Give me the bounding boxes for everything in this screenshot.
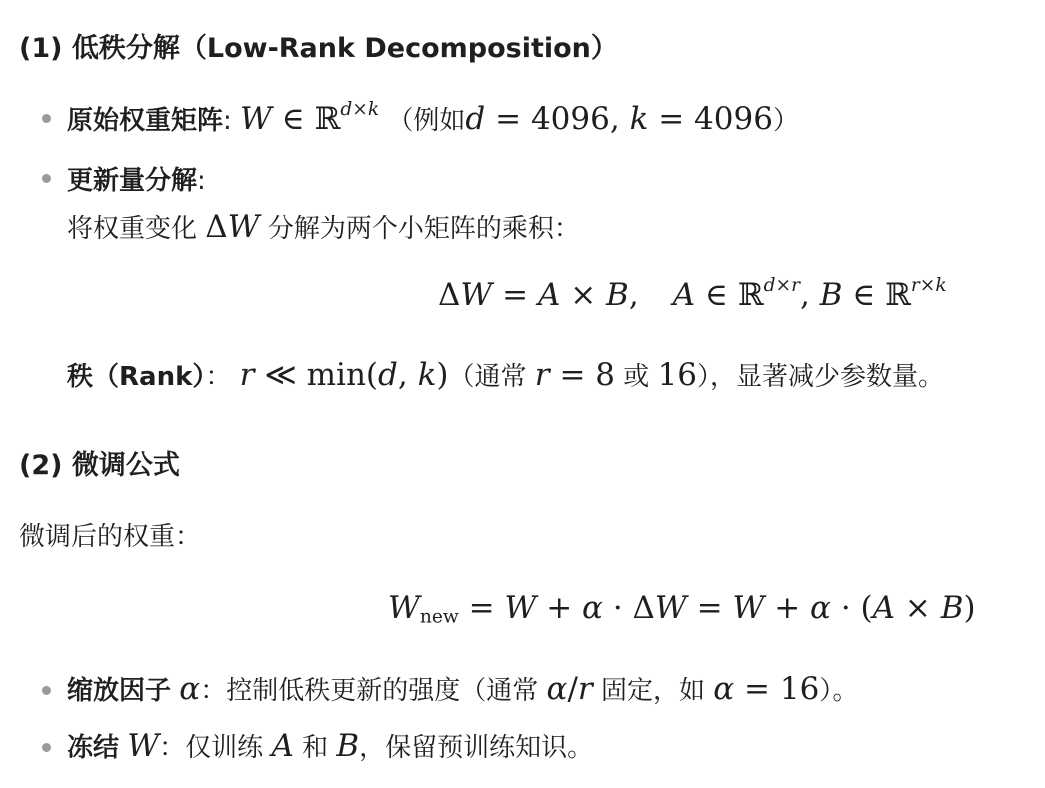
bullet-label: 缩放因子 bbox=[67, 676, 172, 706]
bullet-dot bbox=[42, 686, 51, 695]
equation-new-weight: $W_{new} = W + \alpha \cdot \Delta W = W + \alpha \cdot (A \times B)$ bbox=[388, 590, 976, 628]
math-rank-values-8: r = 8 bbox=[534, 357, 616, 393]
math-alpha-over-r: α/r bbox=[546, 671, 593, 707]
bullet-scaling-factor: 缩放因子 α：控制低秩更新的强度（通常 α/r 固定，如 α = 16）。 bbox=[67, 671, 859, 707]
math-b: B bbox=[336, 728, 360, 764]
rank-label: 秩（Rank） bbox=[67, 362, 206, 392]
rank-line: 秩（Rank）： r ≪ min(d, k)（通常 r = 8 或 16），显著减少参数量。 bbox=[67, 357, 945, 393]
finetune-intro: 微调后的权重： bbox=[19, 522, 202, 552]
update-description: 将权重变化 ΔW 分解为两个小矩阵的乘积： bbox=[67, 209, 580, 245]
math-example-dims: d = 4096, k = 4096 bbox=[465, 101, 773, 137]
bullet-label: 原始权重矩阵 bbox=[67, 106, 224, 136]
math-delta-w: ΔW bbox=[205, 209, 260, 245]
bullet-dot bbox=[42, 174, 51, 183]
bullet-update-decomposition: 更新量分解: bbox=[67, 166, 206, 196]
math-weight-shape: W ∈ ℝ$^{d\times k}$ bbox=[240, 99, 380, 137]
math-rank-condition: r ≪ min(d, k) bbox=[239, 357, 449, 393]
math-a: A bbox=[271, 728, 294, 764]
bullet-label: 更新量分解 bbox=[67, 166, 198, 196]
section-heading-low-rank: (1) 低秩分解（Low-Rank Decomposition） bbox=[19, 33, 618, 64]
math-alpha-16: α = 16 bbox=[713, 671, 820, 707]
bullet-original-weight: 原始权重矩阵: W ∈ ℝ$^{d\times k}$ （例如d = 4096, k = 4096） bbox=[67, 99, 799, 137]
math-rank-values-16: 16 bbox=[657, 357, 698, 393]
math-alpha: α bbox=[179, 671, 201, 707]
bullet-dot bbox=[42, 114, 51, 123]
bullet-freeze: 冻结 W：仅训练 A 和 B，保留预训练知识。 bbox=[67, 728, 594, 764]
bullet-dot bbox=[42, 743, 51, 752]
bullet-label: 冻结 bbox=[67, 733, 120, 763]
equation-delta-w-decomposition: ΔW = A × B, A ∈ ℝ$^{d\times r}$, B ∈ ℝ$^{r\times k}$ bbox=[438, 275, 947, 313]
section-heading-finetune-formula: (2) 微调公式 bbox=[19, 450, 180, 481]
math-w: W bbox=[127, 728, 160, 764]
